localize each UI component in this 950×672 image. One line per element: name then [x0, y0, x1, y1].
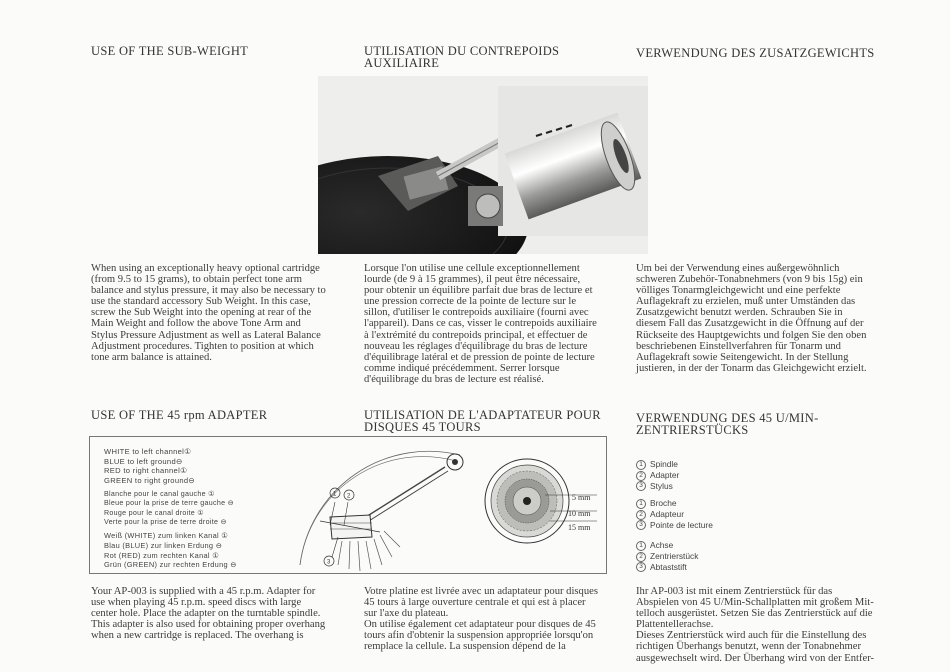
- legend-line: GREEN to right ground⊖: [104, 475, 196, 485]
- text-line: tours afin d'obtenir la suspension appropriée lorsqu'on: [364, 630, 594, 642]
- text-line: When using an exceptionally heavy optional cartridge: [91, 263, 320, 274]
- text-line: Plattentellerachse.: [636, 619, 714, 631]
- headshell-drawing: [260, 437, 520, 573]
- text-line: justieren, in der der Tonarm das Gleichgewicht erzielt.: [636, 362, 867, 374]
- text-line: à l'extrémité du contrepoids principal, et effectuer de: [364, 329, 588, 341]
- text-line: l'appareil). Dans ce cas, visser le contrepoids auxiliaire: [364, 318, 597, 330]
- text-line: sur l'axe du plateau.: [364, 608, 449, 620]
- part-label: Zentrierstück: [650, 550, 699, 561]
- number-marker: 1: [636, 541, 646, 551]
- list-item: [636, 562, 698, 573]
- legend-line: Verte pour la prise de terre droite ⊖: [104, 517, 227, 526]
- text-line: d'équilibrage latéral et de pression de pointe de lecture: [364, 351, 595, 363]
- number-marker: 2: [636, 510, 646, 520]
- legend-line: Blau (BLUE) zur linken Erdung ⊖: [104, 540, 223, 550]
- sub-weight-text-fr: [364, 263, 610, 385]
- text-line: beschriebenen Einstellverfahren für Tonarm und: [636, 340, 841, 352]
- text-line: Auflagekraft sowie Seitengewicht. In der Stellung: [636, 351, 849, 363]
- heading-sub-weight-de: VERWENDUNG DES ZUSATZGEWICHTS: [636, 46, 875, 60]
- part-label: Adapteur: [650, 508, 684, 519]
- text-line: center hole. Place the adapter on the turntable spindle.: [91, 608, 321, 620]
- wiring-legend-en: [104, 447, 195, 485]
- list-item: [636, 481, 679, 492]
- heading-adapter-fr-line1: UTILISATION DE L'ADAPTATEUR POUR: [364, 408, 601, 422]
- text-line: völliges Tonarmgleichgewicht und eine perfekte: [636, 285, 841, 297]
- list-item: [636, 470, 679, 481]
- heading-sub-weight-en: USE OF THE SUB-WEIGHT: [91, 44, 249, 58]
- legend-line: RED to right channel①: [104, 466, 188, 475]
- text-line: balance and stylus pressure, it may also be necessary to: [91, 285, 326, 297]
- legend-line: BLUE to left ground⊖: [104, 456, 183, 466]
- legend-line: WHITE to left channel①: [104, 447, 192, 456]
- text-line: Votre platine est livrée avec un adaptateur pour disques: [364, 586, 598, 597]
- list-item: [636, 459, 679, 470]
- text-line: On utilise également cet adaptateur pour disques de 45: [364, 619, 596, 631]
- legend-line: Rouge pour le canal droite ①: [104, 508, 204, 517]
- part-label: Spindle: [650, 459, 678, 469]
- list-item: [636, 551, 698, 562]
- text-line: schweren Zubehör-Tonabnehmers (von 9 bis 15g) ein: [636, 274, 863, 286]
- callout-2: 2: [347, 493, 351, 500]
- text-line: Adjustment procedures. Tighten to position at which: [91, 340, 314, 352]
- text-line: Abspielen von 45 U/Min-Schallplatten mit großem Mit-: [636, 597, 874, 609]
- dimension-15mm: 15 mm: [568, 523, 591, 532]
- number-marker: 3: [636, 562, 646, 572]
- heading-sub-weight-fr-line2: AUXILIAIRE: [364, 56, 440, 70]
- part-label: Pointe de lecture: [650, 519, 713, 530]
- part-label: Adapter: [650, 469, 680, 480]
- part-label: Stylus: [650, 480, 673, 491]
- heading-adapter-de: [636, 412, 819, 436]
- parts-list-fr: [636, 498, 713, 530]
- sub-weight-text-de: [636, 263, 881, 374]
- wiring-legend-de: [104, 531, 237, 570]
- number-marker: 2: [636, 471, 646, 481]
- text-line: une pression correcte de la pointe de lecture sur le: [364, 296, 577, 308]
- text-line: tone arm balance is attained.: [91, 351, 212, 363]
- legend-line: Bleue pour la prise de terre gauche ⊖: [104, 499, 234, 508]
- heading-adapter-fr-line2: DISQUES 45 TOURS: [364, 420, 481, 434]
- number-marker: 3: [636, 481, 646, 491]
- text-line: use when playing 45 r.p.m. speed discs with large: [91, 597, 302, 609]
- callout-3: 3: [327, 559, 331, 566]
- part-label: Abtaststift: [650, 561, 687, 572]
- text-line: screw the Sub Weight into the opening at rear of the: [91, 307, 312, 319]
- sub-weight-text-en: [91, 263, 336, 363]
- list-item: [636, 498, 713, 509]
- text-line: Auflagekraft zu erzielen, muß unter Umständen das: [636, 296, 856, 308]
- text-line: lourde (de 9 à 15 grammes), il peut être nécessaire,: [364, 274, 581, 286]
- adapter-text-fr: [364, 586, 610, 653]
- text-line: This adapter is also used for obtaining proper overhang: [91, 619, 326, 631]
- wiring-legend-fr: [104, 490, 234, 527]
- parts-list-de: [636, 540, 698, 572]
- text-line: Um bei der Verwendung eines außergewöhnlich: [636, 263, 840, 274]
- dimension-10mm: 10 mm: [568, 509, 591, 518]
- heading-adapter-de-line1: VERWENDUNG DES 45 U/MIN-: [636, 411, 819, 425]
- number-marker: 1: [636, 499, 646, 509]
- text-line: telloch ausgerüstet. Setzen Sie das Zentrierstück auf die: [636, 608, 873, 620]
- callout-1: 1: [333, 491, 337, 498]
- adapter-text-de: [636, 586, 881, 664]
- heading-sub-weight-fr-line1: UTILISATION DU CONTREPOIDS: [364, 44, 560, 58]
- text-line: Ihr AP-003 ist mit einem Zentrierstück für das: [636, 586, 833, 597]
- text-line: richtigen Überhangs benutzt, wenn der Tonabnehmer: [636, 641, 861, 653]
- text-line: use the standard accessory Sub Weight. In this case,: [91, 296, 311, 308]
- adapter-text-en: [91, 586, 336, 641]
- text-line: comme indiqué précédemment. Serrer lorsque: [364, 362, 560, 374]
- part-label: Achse: [650, 540, 674, 550]
- text-line: remplace la cellule. La suspension dépend de la: [364, 641, 566, 653]
- text-line: (from 9.5 to 15 grams), to obtain perfect tone arm: [91, 274, 302, 286]
- heading-adapter-en: USE OF THE 45 rpm ADAPTER: [91, 408, 268, 422]
- legend-line: Rot (RED) zum rechten Kanal ①: [104, 550, 220, 560]
- text-line: sillon, d'utiliser le contrepoids auxiliaire (fourni avec: [364, 307, 589, 319]
- legend-line: Weiß (WHITE) zum linken Kanal ①: [104, 531, 229, 540]
- text-line: Rückseite des Hauptgewichts und folgen Sie den oben: [636, 329, 867, 341]
- adapter-drawing: [482, 451, 602, 561]
- text-line: Zusatzgewicht benutzt werden. Schrauben Sie in: [636, 307, 843, 319]
- text-line: Your AP-003 is supplied with a 45 r.p.m. Adapter for: [91, 586, 316, 597]
- number-marker: 3: [636, 520, 646, 530]
- text-line: Lorsque l'on utilise une cellule exceptionnellement: [364, 263, 580, 274]
- number-marker: 2: [636, 552, 646, 562]
- legend-line: Grün (GREEN) zur rechten Erdung ⊖: [104, 560, 237, 570]
- tonearm-photo: [318, 76, 648, 254]
- text-line: d'équilibrage du bras de lecture est réalisé.: [364, 373, 544, 385]
- number-marker: 1: [636, 460, 646, 470]
- list-item: [636, 520, 713, 531]
- text-line: Stylus Pressure Adjustment as well as Lateral Balance: [91, 329, 321, 341]
- heading-adapter-de-line2: ZENTRIERSTÜCKS: [636, 423, 749, 437]
- text-line: 45 tours à large ouverture centrale et qui est à placer: [364, 597, 586, 609]
- part-label: Broche: [650, 498, 677, 508]
- list-item: [636, 509, 713, 520]
- text-line: ausgewechselt wird. Der Überhang wird von der Entfer-: [636, 652, 875, 664]
- heading-sub-weight-fr: [364, 45, 559, 69]
- list-item: [636, 540, 698, 551]
- adapter-diagram: [89, 436, 607, 574]
- text-line: when a new cartridge is replaced. The overhang is: [91, 630, 304, 642]
- text-line: diesem Fall das Zusatzgewicht in die Öffnung auf der: [636, 318, 864, 330]
- legend-line: Blanche pour le canal gauche ①: [104, 490, 215, 498]
- text-line: pour obtenir un équilibre parfait due bras de lecture et: [364, 285, 593, 297]
- text-line: Dieses Zentrierstück wird auch für die Einstellung des: [636, 630, 867, 642]
- text-line: nouveau les réglages d'équilibrage du bras de lecture: [364, 340, 588, 352]
- dimension-5mm: 5 mm: [572, 493, 591, 502]
- parts-list-en: [636, 459, 679, 491]
- heading-adapter-fr: [364, 409, 601, 433]
- text-line: Main Weight and follow the above Tone Arm and: [91, 318, 301, 330]
